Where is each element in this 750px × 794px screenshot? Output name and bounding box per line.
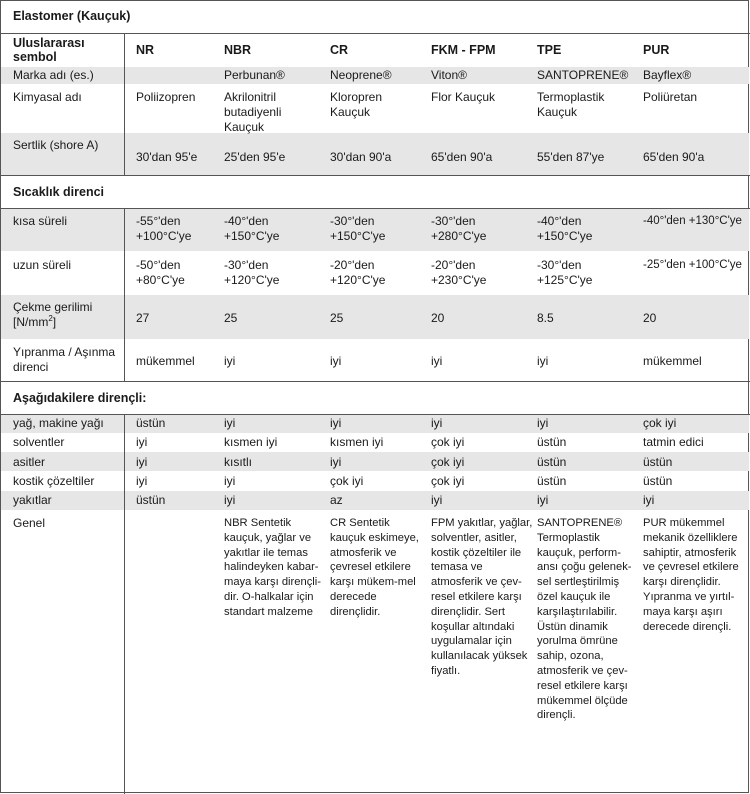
cell: 30'dan 95'e [136,150,198,164]
cell: iyi [431,493,443,507]
cell: -50°'den [136,258,181,272]
cell: iyi [537,354,549,368]
cell: iyi [136,435,148,449]
cell: +120°C'ye [224,273,280,287]
cell: +120°C'ye [330,273,386,287]
row-label-tensile: Çekme gerilimi [13,300,93,314]
cell: Kloropren Kauçuk [330,90,383,119]
cell: +125°C'ye [537,273,593,287]
cell: iyi [136,455,148,469]
cell: üstün [643,455,673,469]
cell: 55'den 87'ye [537,150,605,164]
cell: -30°'den [330,214,375,228]
cell: -40°'den [537,214,582,228]
cell: Viton® [431,68,467,82]
cell: mükemmel [136,354,195,368]
cell: iyi [431,416,443,430]
column-cr: CR [330,43,349,57]
cell: üstün [136,416,166,430]
cell: kısmen iyi [330,435,384,449]
column-tpe: TPE [537,43,562,57]
cell: 20 [643,311,657,325]
column-divider [124,208,125,381]
row-label-solvents: solventler [13,435,65,449]
cell: -40°'den [224,214,269,228]
cell: -40°'den +130°C'ye [643,215,742,227]
row-label-caustic: kostik çözeltiler [13,474,95,488]
cell: üstün [136,493,166,507]
cell: iyi [431,354,443,368]
rule [0,414,750,415]
column-nbr: NBR [224,43,252,57]
cell: Termoplastik Kauçuk [537,90,605,119]
row-label-fuels: yakıtlar [13,493,52,507]
cell: Flor Kauçuk [431,90,496,104]
row-label-chemical: Kimyasal adı [13,90,82,104]
cell: +150°C'ye [537,229,593,243]
cell: iyi [330,354,342,368]
cell: +150°C'ye [224,229,280,243]
cell: Perbunan® [224,68,285,82]
cell: 65'den 90'a [431,150,493,164]
cell: kısıtlı [224,455,253,469]
cell: Akrilonitril butadiyenli Kauçuk [224,90,282,134]
cell: 8.5 [537,311,554,325]
cell: 25'den 95'e [224,150,286,164]
cell: iyi [330,455,342,469]
cell: 30'dan 90'a [330,150,392,164]
cell: çok iyi [330,474,364,488]
cell: -55°'den [136,214,181,228]
cell: +150°C'ye [330,229,386,243]
column-fkm: FKM - FPM [431,43,496,57]
cell: -30°'den [224,258,269,272]
cell: kısmen iyi [224,435,278,449]
rule [0,175,750,176]
section-title-resistance: Aşağıdakilere dirençli: [13,391,147,405]
cell: 25 [330,311,344,325]
cell: Poliüretan [643,90,698,104]
cell: iyi [136,474,148,488]
rule [0,33,750,34]
row-label-oil: yağ, makine yağı [13,416,104,430]
cell: -30°'den [431,214,476,228]
row-band [1,414,749,433]
general-text-pur: PUR mükemmel mekanik özelliklere sahiptir, atmosferik ve çevresel etkilere karşı dirençlidir. Yıpranma ve yırtıl-maya karşı aşırı derecede dirençli. [643,517,739,633]
row-label-wear: Yıpranma / Aşınma [13,345,116,359]
cell: 25 [224,311,238,325]
cell: +280°C'ye [431,229,487,243]
cell: çok iyi [431,435,465,449]
cell: -25°'den +100°C'ye [643,259,742,271]
cell: SANTOPRENE® [537,68,629,82]
row-label-tensile-unit: $[N/mm^2]$ [13,314,57,329]
page-title: Elastomer (Kauçuk) [13,9,131,23]
cell: üstün [537,435,567,449]
general-text-nbr: NBR Sentetik kauçuk, yağlar ve yakıtlar ile temas halindeyken kabar-maya karşı dirençli-dir. O-halkalar için standart malzeme [224,517,321,618]
cell: çok iyi [431,455,465,469]
cell: +80°C'ye [136,273,185,287]
cell: çok iyi [643,416,677,430]
row-label-wear-2: direnci [13,360,49,374]
row-label-short: kısa süreli [13,214,68,228]
cell: 27 [136,311,150,325]
general-text-fkm: FPM yakıtlar, yağlar, solventler, asitler, kostik çözeltiler ile temasa ve atmosferik ve çev-resel etkilere karşı dirençlidir. Sert koşullar altındaki uygulamalar için kullanılacak yüksek fiyatlı. [431,517,533,677]
column-divider [124,33,125,175]
cell: -20°'den [330,258,375,272]
cell: +100°C'ye [136,229,192,243]
column-divider [124,414,125,794]
row-band [1,491,749,510]
cell: Bayflex® [643,68,692,82]
row-label-hardness: Sertlik (shore A) [13,138,99,152]
cell: mükemmel [643,354,702,368]
cell: iyi [224,493,236,507]
rule [0,381,750,382]
cell: üstün [537,474,567,488]
cell: üstün [643,474,673,488]
cell: üstün [537,455,567,469]
cell: iyi [224,474,236,488]
cell: +230°C'ye [431,273,487,287]
cell: 65'den 90'a [643,150,705,164]
cell: iyi [643,493,655,507]
row-label-general: Genel [13,516,46,530]
cell: iyi [330,416,342,430]
cell: çok iyi [431,474,465,488]
rule [0,208,750,209]
column-nr: NR [136,43,155,57]
general-text-cr: CR Sentetik kauçuk eskimeye, atmosferik ve çevresel etkilere karşı mükem-mel derecede dirençlidir. [330,517,419,618]
cell: tatmin edici [643,435,704,449]
cell: iyi [537,493,549,507]
cell: iyi [224,416,236,430]
row-band [1,295,749,339]
row-label-long: uzun süreli [13,258,72,272]
cell: iyi [224,354,236,368]
header-label: Uluslararası sembol [13,36,85,64]
cell: -30°'den [537,258,582,272]
column-pur: PUR [643,43,670,57]
cell: az [330,493,343,507]
row-label-brand: Marka adı (es.) [13,68,94,82]
cell: 20 [431,311,445,325]
row-label-acids: asitler [13,455,46,469]
section-title-heat: Sıcaklık direnci [13,185,105,199]
cell: -20°'den [431,258,476,272]
cell: Neoprene® [330,68,392,82]
general-text-tpe: SANTOPRENE® Termoplastik kauçuk, perform-ansı çoğu gelenek-sel sertleştirilmiş özel kauçuk ile karşılaştırılabilir. Üstün dinamik yorulma ömrüne sahip, ozona, atmosferik ve çev-resel etkilere karşı mükemmel ölçüde dirençli. [537,517,632,722]
cell: iyi [537,416,549,430]
cell: Poliizopren [136,90,196,104]
row-band [1,452,749,471]
